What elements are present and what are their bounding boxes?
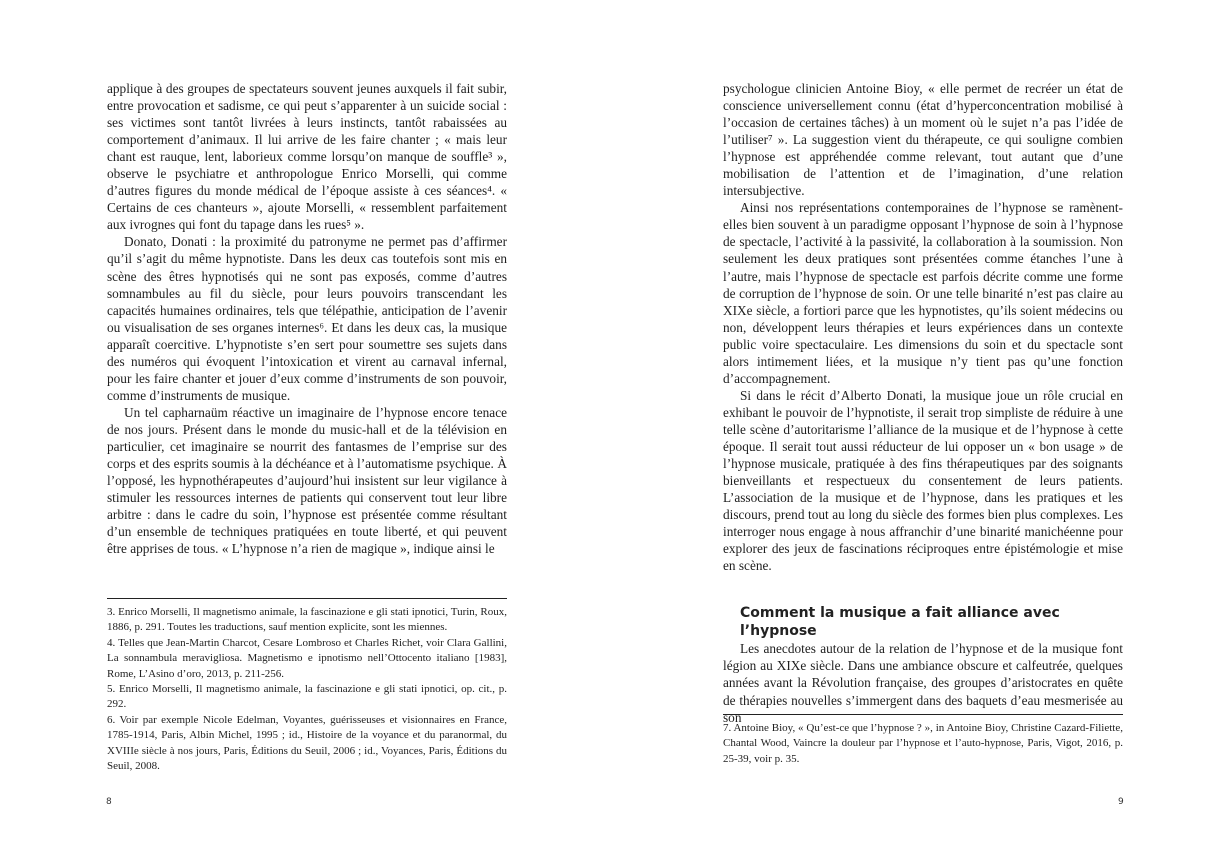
right-page: [614, 0, 1228, 866]
section-heading: Comment la musique a fait alliance avec l’hypnose: [740, 605, 1060, 640]
body-text-column: [107, 80, 507, 557]
footnote: 5. Enrico Morselli, Il magnetismo animale, la fascinazione e gli stati ipnotici, op. cit., p. 292.: [107, 683, 507, 711]
page-number: 9: [1118, 797, 1124, 807]
paragraph: Ainsi nos représentations contemporaines de l’hypnose se ramènent-elles bien souvent à un paradigme opposant l’hypnose de soin à l’hypnose de spectacle, l’activité à la passivité, la collaboration à la soumission. Non seulement les deux pratiques sont présentées comme étanches l’une à l’autre, mais l’hypnose de spectacle est parfois décrite comme une forme de corruption de l’hypnose de soin. Or une telle binarité n’est pas claire au XIXe siècle, a fortiori parce que les hypnotistes, qu’ils soient médecins ou non, développent leurs thérapies et leurs expériences dans un contexte public voire spectaculaire. Les dimensions du soin et du spectacle sont alors intimement liées, et la musique n’y tient pas qu’une fonction d’accompagnement.: [723, 200, 1123, 386]
footnotes: [723, 714, 1123, 767]
page-number: 8: [106, 797, 112, 807]
footnote: 3. Enrico Morselli, Il magnetismo animale, la fascinazione e gli stati ipnotici, Turin, Roux, 1886, p. 291. Toutes les traductions, sauf mention explicite, sont les miennes.: [107, 606, 507, 634]
paragraph: psychologue clinicien Antoine Bioy, « elle permet de recréer un état de conscience universellement connu (état d’hyperconcentration mobilisé à l’occasion de certaines tâches) à un moment où le sujet n’a pas l’idée de l’utiliser⁷ ». La suggestion vient du thérapeute, ce qui souligne combien l’hypnose est appréhendée comme relevant, tout autant que d’une mobilisation de l’attention et de l’imagination, d’une relation intersubjective.: [723, 81, 1123, 199]
paragraph: Si dans le récit d’Alberto Donati, la musique joue un rôle crucial en exhibant le pouvoir de l’hypnotiste, il serait trop simpliste de réduire à une telle scène d’autoritarisme l’alliance de la musique et de l’hypnose à cette époque. Il serait tout aussi réducteur de lui opposer un « bon usage » de l’hypnose musicale, pratiquée à des fins thérapeutiques par des soignants bienveillants et respectueux du consentement de leurs patients. L’association de la musique et de l’hypnose, dans les pratiques et les discours, prend tout au long du siècle des formes bien plus complexes. Les interroger nous engage à nous affranchir d’une binarité manichéenne pour explorer des jeux de fascinations réciproques entre épistémologie et mise en scène.: [723, 387, 1123, 574]
footnotes: [107, 598, 507, 774]
footnote: 7. Antoine Bioy, « Qu’est-ce que l’hypnose ? », in Antoine Bioy, Christine Cazard-Filiette, Chantal Wood, Vaincre la douleur par l’hypnose et l’auto-hypnose, Paris, Vigot, 2016, p. 25-39, voir p. 35.: [723, 722, 1123, 765]
paragraph: Un tel capharnaüm réactive un imaginaire de l’hypnose encore tenace de nos jours. Présent dans le monde du music-hall et de la télévision en particulier, cet imaginaire se nourrit des fantasmes de l’emprise sur des corps et des esprits soumis à la déchéance et à l’automatisme psychique. À l’opposé, les hypnothérapeutes d’aujourd’hui insistent sur leur vigilance à stimuler les ressources internes de patients qui conservent tout leur libre arbitre : dans le cadre du soin, l’hypnose est présentée comme résultant d’un ensemble de techniques pratiquées en toute liberté, et qui peuvent être apprises de tous. « L’hypnose n’a rien de magique », indique ainsi le: [107, 404, 507, 557]
paragraph: Donato, Donati : la proximité du patronyme ne permet pas d’affirmer qu’il s’agit du même hypnotiste. Dans les deux cas toutefois sont mis en scène des êtres hypnotisés qui ne sont pas exposés, comme d’autres somnambules au fil du siècle, pour leurs pouvoirs transcendant les capacités humaines ordinaires, tels que télépathie, anticipation de l’avenir ou visualisation de ses organes internes⁶. Et dans les deux cas, la musique apparaît coercitive. L’hypnotiste s’en sert pour soumettre ses sujets dans des numéros qui évoquent l’intoxication et virent au carnaval infernal, pour les faire chanter et jouer d’eux comme d’instruments de son pouvoir, comme d’instruments de musique.: [107, 234, 507, 403]
paragraph: applique à des groupes de spectateurs souvent jeunes auxquels il fait subir, entre provocation et sadisme, ce qui peut s’apparenter à un suicide social : ses victimes sont tantôt livrées à leurs instincts, tantôt rabaissées au comportement d’animaux. Il lui arrive de les faire chanter ; « mais leur chant est rauque, lent, laborieux comme lorsqu’on manque de souffle³ », observe le psychiatre et anthropologue Enrico Morselli, qui comme d’autres figures du monde médical de l’époque assiste à ces séances⁴. « Certains de ces chanteurs », ajoute Morselli, « ressemblent parfaitement aux ivrognes qui font du tapage dans les rues⁵ ».: [107, 81, 507, 233]
footnote: 4. Telles que Jean-Martin Charcot, Cesare Lombroso et Charles Richet, voir Clara Gallini, La sonnambula meravigliosa. Magnetismo e ipnotismo nell’Ottocento italiano [1983], Rome, L’Asino d’oro, 2013, p. 211-256.: [107, 636, 507, 680]
footnote: 6. Voir par exemple Nicole Edelman, Voyantes, guérisseuses et visionnaires en France, 1785-1914, Paris, Albin Michel, 1995 ; id., Histoire de la voyance et du paranormal, du XVIIIe siècle à nos jours, Paris, Éditions du Seuil, 2006 ; id., Voyances, Paris, Éditions du Seuil, 2008.: [107, 713, 507, 773]
body-text-column: [723, 80, 1123, 726]
paragraph: Les anecdotes autour de la relation de l’hypnose et de la musique font légion au XIXe siècle. Dans une ambiance obscure et calfeutrée, quelques années avant la Révolution française, des groupes d’aristocrates en quête de thérapies nouvelles s’immergent dans des baquets d’eau mesmerisée au son: [723, 641, 1123, 725]
